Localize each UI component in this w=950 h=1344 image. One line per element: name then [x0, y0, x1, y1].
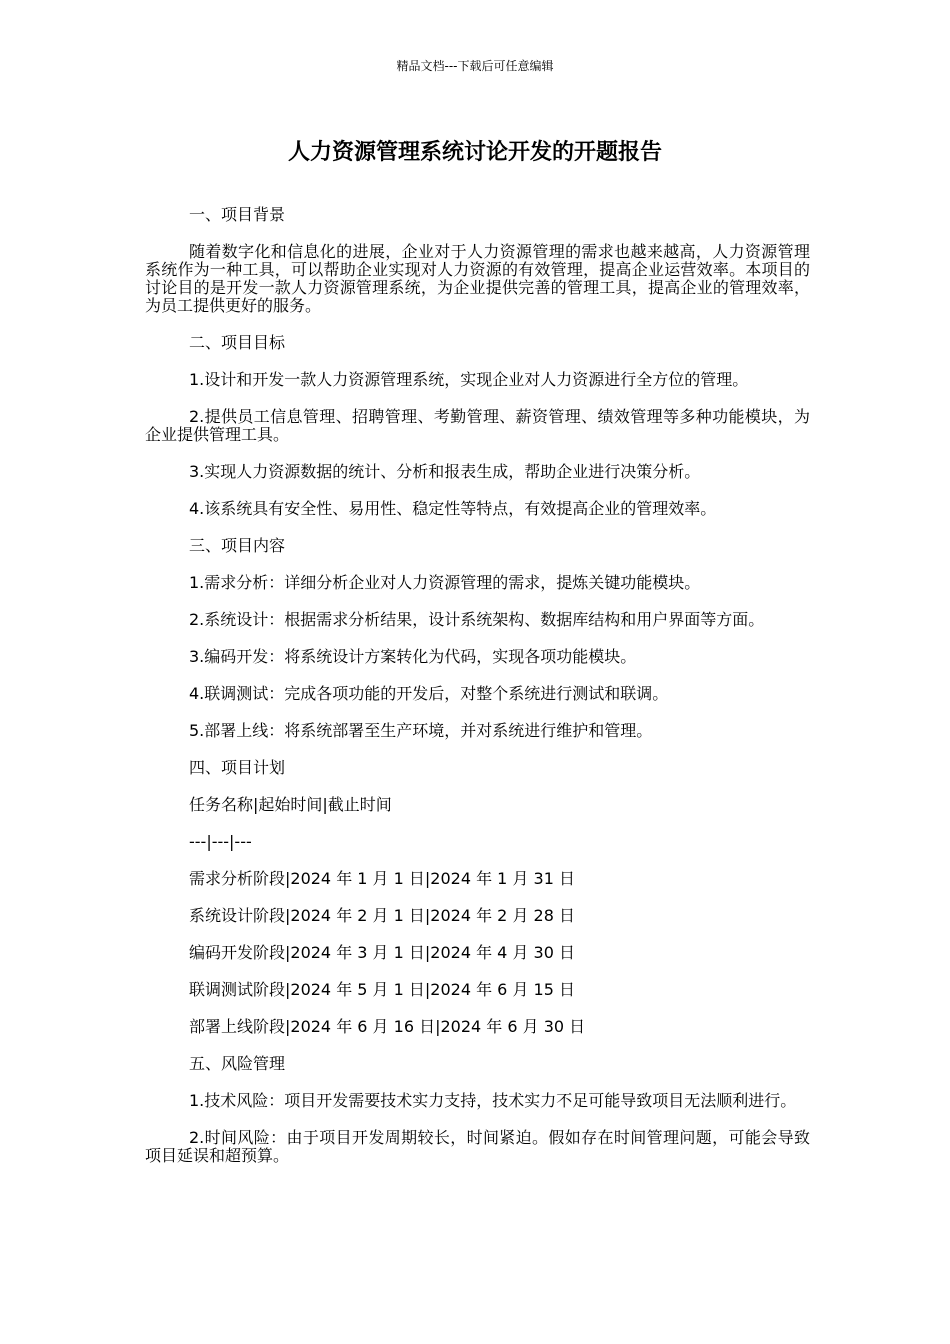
content-item-2: 2.系统设计：根据需求分析结果，设计系统架构、数据库结构和用户界面等方面。: [189, 610, 765, 629]
content-item-3: 3.编码开发：将系统设计方案转化为代码，实现各项功能模块。: [189, 647, 637, 666]
plan-row-1: 需求分析阶段|2024 年 1 月 1 日|2024 年 1 月 31 日: [189, 869, 575, 888]
goal-item-2: 2.提供员工信息管理、招聘管理、考勤管理、薪资管理、绩效管理等多种功能模块，为企业提供管理工具。: [145, 407, 810, 444]
section-heading-plan: 四、项目计划: [189, 758, 286, 777]
section-heading-background: 一、项目背景: [189, 205, 286, 224]
document-body: [145, 206, 810, 1184]
header-note: 精品文档---下载后可任意编辑: [396, 59, 554, 73]
paragraph-background: 随着数字化和信息化的进展，企业对于人力资源管理的需求也越来越高，人力资源管理系统作为一种工具，可以帮助企业实现对人力资源的有效管理，提高企业运营效率。本项目的讨论目的是开发一款人力资源管理系统，为企业提供完善的管理工具，提高企业的管理效率，为员工提供更好的服务。: [145, 242, 810, 315]
plan-table-header: 任务名称|起始时间|截止时间: [189, 795, 392, 814]
plan-table-separator: ---|---|---: [189, 832, 252, 851]
goal-item-4: 4.该系统具有安全性、易用性、稳定性等特点，有效提高企业的管理效率。: [189, 499, 717, 518]
plan-row-3: 编码开发阶段|2024 年 3 月 1 日|2024 年 4 月 30 日: [189, 943, 575, 962]
section-heading-content: 三、项目内容: [189, 536, 286, 555]
goal-item-3: 3.实现人力资源数据的统计、分析和报表生成，帮助企业进行决策分析。: [189, 462, 701, 481]
content-item-1: 1.需求分析：详细分析企业对人力资源管理的需求，提炼关键功能模块。: [189, 573, 701, 592]
risk-item-1: 1.技术风险：项目开发需要技术实力支持，技术实力不足可能导致项目无法顺利进行。: [189, 1091, 797, 1110]
section-heading-goals: 二、项目目标: [189, 333, 286, 352]
plan-row-4: 联调测试阶段|2024 年 5 月 1 日|2024 年 6 月 15 日: [189, 980, 575, 999]
content-item-5: 5.部署上线：将系统部署至生产环境，并对系统进行维护和管理。: [189, 721, 653, 740]
document-title: 人力资源管理系统讨论开发的开题报告: [287, 140, 662, 165]
risk-item-2: 2.时间风险：由于项目开发周期较长，时间紧迫。假如存在时间管理问题，可能会导致项目延误和超预算。: [145, 1128, 810, 1165]
content-item-4: 4.联调测试：完成各项功能的开发后，对整个系统进行测试和联调。: [189, 684, 669, 703]
section-heading-risk: 五、风险管理: [189, 1054, 286, 1073]
plan-row-5: 部署上线阶段|2024 年 6 月 16 日|2024 年 6 月 30 日: [189, 1017, 586, 1036]
goal-item-1: 1.设计和开发一款人力资源管理系统，实现企业对人力资源进行全方位的管理。: [189, 370, 749, 389]
plan-row-2: 系统设计阶段|2024 年 2 月 1 日|2024 年 2 月 28 日: [189, 906, 575, 925]
